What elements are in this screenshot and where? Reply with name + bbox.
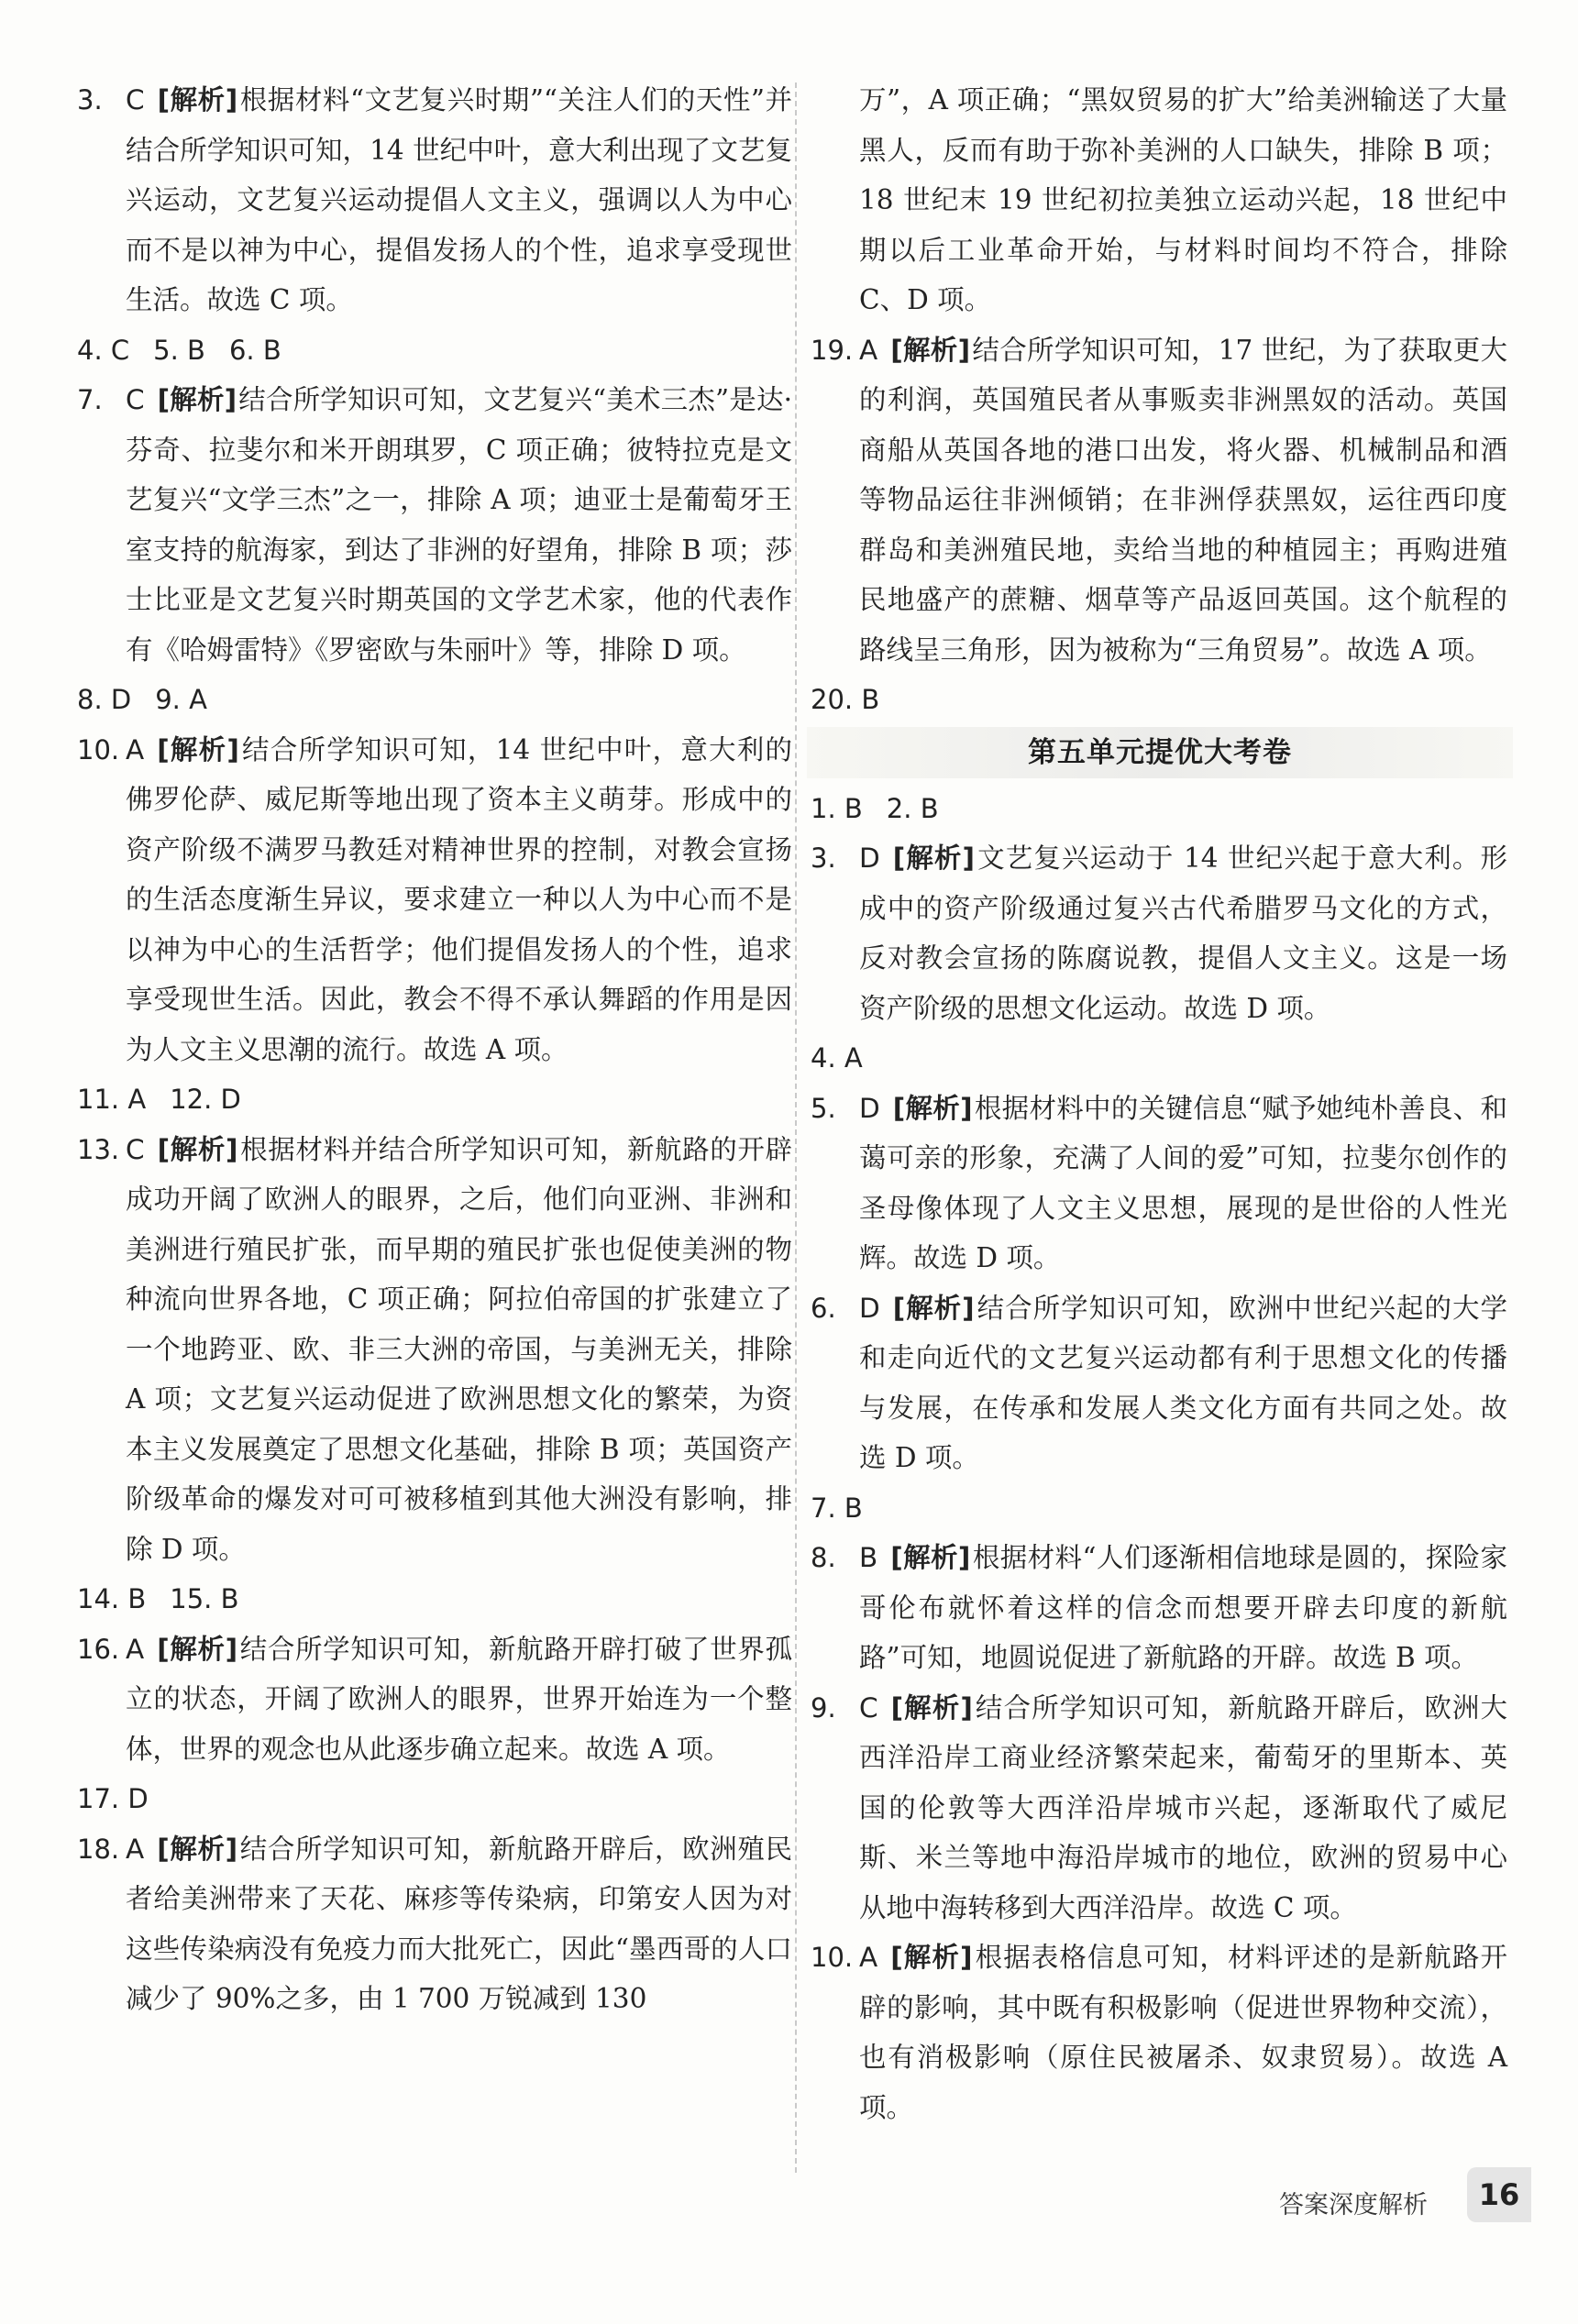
column-divider (795, 83, 797, 2173)
question-number: 3. (811, 843, 836, 874)
analysis-tag: [解析] (892, 1092, 973, 1124)
analysis-text: 根据材料中的关键信息“赋予她纯朴善良、和蔼可亲的形象，充满了人间的爱”可知，拉斐尔创作的圣母像体现了人文主义思想，展现的是世俗的人性光辉。故选 D 项。 (859, 1092, 1507, 1273)
question-number: 20. (811, 684, 854, 715)
question-number: 6. (811, 1292, 836, 1324)
short-answer-row (811, 675, 1507, 725)
analysis-tag: [解析] (157, 1833, 238, 1865)
answer-letter: C (126, 384, 145, 415)
question-number: 4. (77, 334, 103, 366)
analysis-text: 文艺复兴运动于 14 世纪兴起于意大利。形成中的资产阶级通过复兴古代希腊罗马文化的方式，反对教会宣扬的陈腐说教，提倡人文主义。这是一场资产阶级的思想文化运动。故选 D 项。 (859, 843, 1507, 1024)
question-number: 3. (77, 84, 103, 116)
question-number: 1. (811, 792, 836, 824)
answer-letter: B (859, 1542, 878, 1573)
answer-item (811, 1283, 1507, 1483)
answer-letter: C (110, 334, 130, 366)
answer-continuation: 万”，A 项正确；“黑奴贸易的扩大”给美洲输送了大量黑人，反而有助于弥补美洲的人口缺失，排除 B 项；18 世纪末 19 世纪初拉美独立运动兴起，18 世纪中期以后工业革命开始，与材料时间均不符合，排除 C、D 项。 (859, 84, 1507, 315)
answer-item (811, 1084, 1507, 1283)
analysis-tag: [解析] (890, 1542, 971, 1573)
question-number: 5. (811, 1092, 836, 1124)
short-answer (155, 684, 207, 715)
short-answer (77, 1583, 146, 1614)
answer-letter: B (187, 334, 205, 366)
answer-letter: A (859, 334, 878, 366)
section-title: 第五单元提优大考卷 (807, 727, 1513, 778)
question-number: 18. (77, 1833, 120, 1865)
analysis-text: 结合所学知识可知，14 世纪中叶，意大利的佛罗伦萨、威尼斯等地出现了资本主义萌芽。形成中的资产阶级不满罗马教廷对精神世界的控制，对教会宣扬的生活态度渐生异议，要求建立一种以人为中心而不是以神为中心的生活哲学；他们提倡发扬人的个性，追求享受现世生活。因此，教会不得不承认舞蹈的作用是因为人文主义思潮的流行。故选 A 项。 (126, 733, 792, 1065)
answer-letter: B (844, 792, 863, 824)
short-answer-row (811, 1033, 1507, 1084)
analysis-text: 结合所学知识可知，新航路开辟后，欧洲殖民者给美洲带来了天花、麻疹等传染病，印第安人因为对这些传染病没有免疫力而大批死亡，因此“墨西哥的人口减少了 90%之多，由 1 700 万锐减到 130 (126, 1833, 792, 2014)
answer-letter: D (859, 843, 880, 874)
analysis-text: 根据材料并结合所学知识可知，新航路的开辟成功开阔了欧洲人的眼界，之后，他们向亚洲、非洲和美洲进行殖民扩张，而早期的殖民扩张也促使美洲的物种流向世界各地，C 项正确；阿拉伯帝国的扩张建立了一个地跨亚、欧、非三大洲的帝国，与美洲无关，排除 A 项；文艺复兴运动促进了欧洲思想文化的繁荣，为资本主义发展奠定了思想文化基础，排除 B 项；英国资产阶级革命的爆发对可可被移植到其他大洲没有影响，排除 D 项。 (126, 1133, 792, 1565)
question-number: 8. (811, 1542, 836, 1573)
answer-letter: A (126, 733, 145, 765)
short-answer-row (77, 325, 792, 376)
short-answer (77, 1084, 146, 1115)
answer-letter: A (844, 1042, 863, 1074)
analysis-text: 结合所学知识可知，新航路开辟后，欧洲大西洋沿岸工商业经济繁荣起来，葡萄牙的里斯本、英国的伦敦等大西洋沿岸城市兴起，逐渐取代了威尼斯、米兰等地中海沿岸城市的地位，欧洲的贸易中心从地中海转移到大西洋沿岸。故选 C 项。 (859, 1691, 1507, 1923)
question-number: 17. (77, 1783, 120, 1814)
short-answer-row (77, 1774, 792, 1824)
short-answer (811, 793, 863, 824)
question-number: 13. (77, 1133, 120, 1165)
question-number: 10. (811, 1942, 854, 1973)
question-number: 2. (886, 792, 912, 824)
analysis-tag: [解析] (892, 1292, 975, 1324)
answer-letter: B (220, 1583, 239, 1614)
answer-item (77, 1824, 792, 2024)
short-answer (229, 335, 281, 366)
answer-item (77, 75, 792, 325)
answer-item (811, 1933, 1507, 2132)
answer-letter: A (859, 1942, 878, 1973)
short-answer (77, 335, 129, 366)
analysis-text: 根据材料“人们逐渐相信地球是圆的，探险家哥伦布就怀着这样的信念而想要开辟去印度的新航路”可知，地圆说促进了新航路的开辟。故选 B 项。 (859, 1542, 1507, 1673)
answer-letter: D (220, 1084, 241, 1115)
answer-letter: A (189, 684, 207, 715)
short-answer (170, 1084, 241, 1115)
short-answer (77, 684, 131, 715)
footer-label: 答案深度解析 (1279, 2191, 1428, 2219)
short-answer-row (811, 1483, 1507, 1534)
answer-item (77, 725, 792, 1075)
short-answer-row (811, 784, 1507, 834)
short-answer (153, 335, 205, 366)
question-number: 12. (170, 1084, 213, 1115)
answer-letter: D (110, 684, 132, 715)
analysis-text: 结合所学知识可知，新航路开辟打破了世界孤立的状态，开阔了欧洲人的眼界，世界开始连为一个整体，世界的观念也从此逐步确立起来。故选 A 项。 (126, 1633, 792, 1765)
question-number: 5. (153, 334, 179, 366)
analysis-text: 结合所学知识可知，17 世纪，为了获取更大的利润，英国殖民者从事贩卖非洲黑奴的活动。英国商船从英国各地的港口出发，将火器、机械制品和酒等物品运往非洲倾销；在非洲俘获黑奴，运往西印度群岛和美洲殖民地，卖给当地的种植园主；再购进殖民地盛产的蔗糖、烟草等产品返回英国。这个航程的路线呈三角形，因为被称为“三角贸易”。故选 A 项。 (859, 334, 1508, 666)
short-answer-row (77, 675, 792, 725)
short-answer-row (77, 1574, 792, 1625)
analysis-tag: [解析] (157, 1133, 238, 1165)
short-answer (170, 1583, 238, 1614)
analysis-text: 根据表格信息可知，材料评述的是新航路开辟的影响，其中既有积极影响（促进世界物种交流），也有消极影响（原住民被屠杀、奴隶贸易）。故选 A 项。 (859, 1942, 1507, 2123)
analysis-tag: [解析] (157, 84, 238, 116)
answer-letter: C (126, 1133, 145, 1165)
answer-letter: B (262, 334, 281, 366)
short-answer (887, 793, 939, 824)
analysis-tag: [解析] (157, 1633, 238, 1665)
short-answer (811, 1042, 863, 1074)
answer-item (811, 1533, 1507, 1683)
left-column (77, 75, 792, 2024)
question-number: 19. (811, 334, 854, 366)
short-answer-row (77, 1074, 792, 1125)
question-number: 7. (811, 1492, 836, 1524)
answer-letter: A (126, 1633, 145, 1665)
answer-letter: A (126, 1833, 145, 1865)
analysis-text: 结合所学知识可知，欧洲中世纪兴起的大学和走向近代的文艺复兴运动都有利于思想文化的传播与发展，在传承和发展人类文化方面有共同之处。故选 D 项。 (859, 1292, 1507, 1473)
right-column (811, 75, 1507, 2132)
answer-letter: A (127, 1084, 147, 1115)
answer-letter: C (859, 1691, 878, 1724)
short-answer (811, 684, 879, 715)
question-number: 4. (811, 1042, 836, 1074)
answer-letter: B (844, 1492, 863, 1524)
answer-item (811, 833, 1507, 1033)
question-number: 9. (811, 1691, 836, 1724)
analysis-tag: [解析] (892, 843, 976, 874)
analysis-tag: [解析] (890, 1942, 973, 1973)
answer-letter: D (127, 1783, 149, 1814)
analysis-text: 结合所学知识可知，文艺复兴“美术三杰”是达·芬奇、拉斐尔和米开朗琪罗，C 项正确；彼特拉克是文艺复兴“文学三杰”之一，排除 A 项；迪亚士是葡萄牙王室支持的航海家，到达了非洲的好望角，排除 B 项；莎士比亚是文艺复兴时期英国的文学艺术家，他的代表作有《哈姆雷特》《罗密欧与朱丽叶》等，排除 D 项。 (126, 384, 792, 666)
answer-letter: D (859, 1292, 880, 1324)
question-number: 9. (155, 684, 181, 715)
question-number: 15. (170, 1583, 213, 1614)
answer-item (811, 325, 1507, 676)
analysis-tag: [解析] (890, 1691, 973, 1724)
short-answer (77, 1783, 149, 1814)
answer-letter: B (920, 792, 939, 824)
answer-letter: B (127, 1583, 147, 1614)
short-answer (811, 1492, 863, 1524)
analysis-tag: [解析] (157, 384, 237, 415)
question-number: 6. (228, 334, 255, 366)
page-number: 16 (1467, 2167, 1531, 2222)
analysis-text: 根据材料“文艺复兴时期”“关注人们的天性”并结合所学知识可知，14 世纪中叶，意大利出现了文艺复兴运动，文艺复兴运动提倡人文主义，强调以人为中心而不是以神为中心，提倡发扬人的个性，追求享受现世生活。故选 C 项。 (126, 84, 793, 315)
question-number: 10. (77, 733, 120, 765)
answer-item (77, 1125, 792, 1575)
question-number: 8. (77, 684, 103, 715)
question-number: 16. (77, 1633, 120, 1665)
answer-item (77, 1625, 792, 1775)
answer-letter: C (126, 84, 145, 116)
question-number: 14. (77, 1583, 120, 1614)
answer-letter: D (859, 1092, 880, 1124)
answer-item (811, 1683, 1507, 1933)
question-number: 11. (77, 1084, 120, 1115)
answer-letter: B (861, 684, 880, 715)
analysis-tag: [解析] (890, 334, 971, 366)
answer-item (77, 375, 792, 675)
analysis-tag: [解析] (157, 733, 239, 765)
question-number: 7. (77, 384, 103, 415)
